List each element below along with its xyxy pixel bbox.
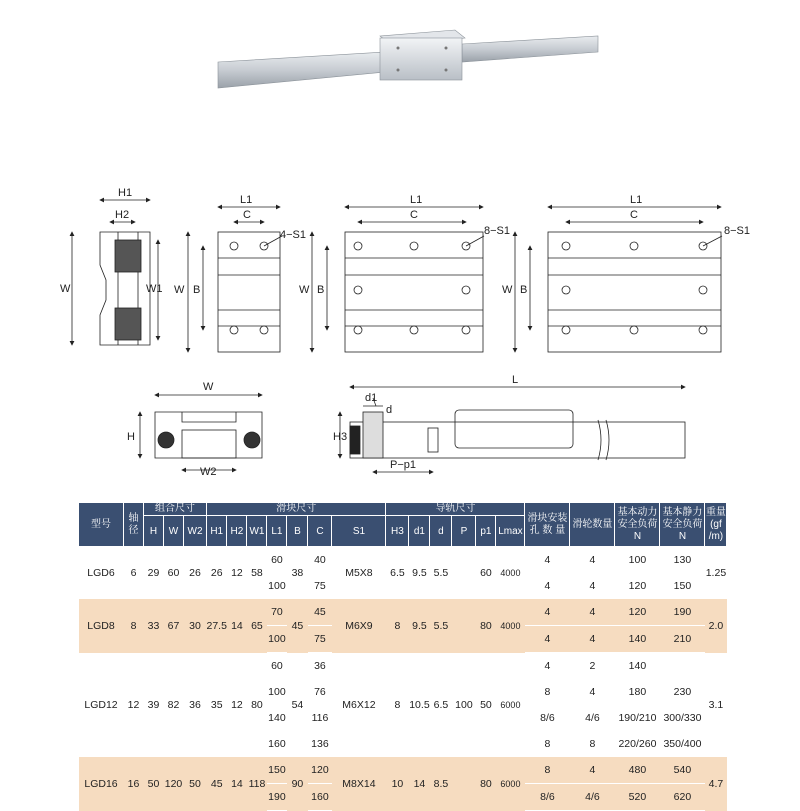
cell-w2: 50 xyxy=(184,757,207,811)
cell-l1: 100 xyxy=(268,686,286,698)
cell-s1: M8X14 xyxy=(332,757,386,811)
cell-weight: 2.0 xyxy=(705,599,727,653)
cell-h: 29 xyxy=(147,567,160,579)
label-w-section: W xyxy=(203,381,214,393)
cell-dynamic-load: 140 xyxy=(615,626,660,653)
cell-d1: 10.5 xyxy=(409,698,430,711)
cell-l1: 100 xyxy=(268,580,286,592)
cell-h3: 6.5 xyxy=(390,567,405,579)
cell-lmax: 6000 xyxy=(500,699,521,710)
header-rail: 导轨尺寸 xyxy=(386,503,525,516)
header-hole-count: 滑块安装 孔 数 量 xyxy=(525,503,570,547)
subheader-cell: B xyxy=(287,516,308,547)
cell-weight: 1.25 xyxy=(705,567,727,579)
subheader-cell: d xyxy=(430,516,452,547)
cell-w2: 36 xyxy=(189,698,201,711)
cell-dynamic-load: 100 xyxy=(628,554,647,566)
cell-model: LGD6 xyxy=(87,567,115,579)
cell-lmax: 4000 xyxy=(496,599,525,653)
cell-c: 160 xyxy=(308,784,332,811)
label-w-medium: W xyxy=(299,284,310,296)
cell-static-load: 190 xyxy=(660,599,705,626)
cell-axle: 6 xyxy=(130,567,137,579)
cell-h: 39 xyxy=(147,698,160,711)
cell-static-load: 350/400 xyxy=(663,738,702,750)
cell-hole-count: 8/6 xyxy=(525,784,570,811)
cell-axle: 8 xyxy=(124,599,144,653)
table-header-row xyxy=(79,503,727,516)
cell-d1: 9.5 xyxy=(412,567,427,579)
cell-c: 120 xyxy=(308,757,332,784)
cell-h3: 8 xyxy=(386,599,409,653)
label-h-section: H xyxy=(127,431,135,443)
cell-static-load: 540 xyxy=(660,757,705,784)
label-h2: H2 xyxy=(115,209,130,221)
cell-c: 36 xyxy=(314,660,326,672)
cell-p: 100 xyxy=(455,698,473,711)
header-model: 型号 xyxy=(79,503,124,547)
header-axle: 轴 径 xyxy=(124,503,144,547)
subheader-cell: W2 xyxy=(184,516,207,547)
cell-static-load: 150 xyxy=(673,580,692,592)
label-d1: d1 xyxy=(365,392,378,404)
cell-model: LGD12 xyxy=(84,698,118,711)
cell-hole-count: 8/6 xyxy=(540,712,555,724)
cell-wheel-count: 4/6 xyxy=(570,784,615,811)
label-l1-small: L1 xyxy=(240,194,253,206)
cell-l1: 160 xyxy=(268,738,286,750)
cell-hole-count: 4 xyxy=(544,554,551,566)
cell-d1: 9.5 xyxy=(409,599,430,653)
subheader-cell: W1 xyxy=(247,516,267,547)
cell-c: 75 xyxy=(308,626,332,653)
label-l: L xyxy=(512,374,519,386)
cell-w: 120 xyxy=(164,757,184,811)
cell-c: 116 xyxy=(311,712,329,724)
cell-dynamic-load: 520 xyxy=(615,784,660,811)
cell-p xyxy=(452,547,476,600)
cell-w2: 30 xyxy=(184,599,207,653)
cell-b: 45 xyxy=(287,599,308,653)
subheader-cell: H3 xyxy=(386,516,409,547)
cell-w: 82 xyxy=(167,698,180,711)
cell-b: 38 xyxy=(291,567,304,579)
cell-static-load xyxy=(660,653,705,680)
cell-weight: 3.1 xyxy=(708,698,724,711)
cell-h1: 35 xyxy=(210,698,223,711)
cross-section-drawing xyxy=(140,395,262,470)
cell-p1: 60 xyxy=(480,567,492,579)
subheader-cell: H2 xyxy=(227,516,247,547)
cell-wheel-count: 4 xyxy=(570,626,615,653)
cell-static-load: 210 xyxy=(660,626,705,653)
cell-w1: 58 xyxy=(251,567,263,579)
cell-hole-count: 4 xyxy=(525,626,570,653)
header-static-load: 基本静力 安全负荷 N xyxy=(660,503,705,547)
cell-p1: 80 xyxy=(476,599,496,653)
cell-p1: 80 xyxy=(476,757,496,811)
label-w1: W1 xyxy=(146,283,163,295)
subheader-cell: Lmax xyxy=(496,516,525,547)
label-c-medium: C xyxy=(410,209,418,221)
header-dynamic-load: 基本动力 安全负荷 N xyxy=(615,503,660,547)
cell-wheel-count: 4 xyxy=(589,686,596,698)
cell-p xyxy=(452,599,476,653)
cell-c: 40 xyxy=(314,554,326,566)
cell-hole-count: 4 xyxy=(544,660,551,672)
cell-wheel-count: 8 xyxy=(589,738,596,750)
header-block: 滑块尺寸 xyxy=(207,503,386,516)
cell-wheel-count: 4/6 xyxy=(585,712,600,724)
cell-b: 90 xyxy=(287,757,308,811)
cell-s1: M6X12 xyxy=(342,698,376,711)
label-b-small: B xyxy=(193,284,201,296)
label-l1-large: L1 xyxy=(630,194,643,206)
cell-d1: 14 xyxy=(409,757,430,811)
cell-d: 8.5 xyxy=(430,757,452,811)
subheader-cell: C xyxy=(308,516,332,547)
cell-wheel-count: 4 xyxy=(589,554,596,566)
subheader-cell: L1 xyxy=(267,516,287,547)
spec-table xyxy=(78,502,727,811)
label-c-large: C xyxy=(630,209,638,221)
cell-l1: 60 xyxy=(271,660,283,672)
cell-w: 67 xyxy=(164,599,184,653)
cell-h3: 8 xyxy=(394,698,401,711)
cell-dynamic-load: 120 xyxy=(628,580,647,592)
cell-static-load: 300/330 xyxy=(663,712,702,724)
cell-l1: 70 xyxy=(267,599,287,626)
cell-p1: 50 xyxy=(480,698,492,711)
label-w-large: W xyxy=(502,284,513,296)
cell-static-load: 130 xyxy=(673,554,692,566)
label-b-medium: B xyxy=(317,284,325,296)
subheader-cell: d1 xyxy=(409,516,430,547)
label-b-large: B xyxy=(520,284,528,296)
cell-hole-count: 4 xyxy=(525,599,570,626)
subheader-cell: p1 xyxy=(476,516,496,547)
block-top-view-medium xyxy=(312,207,484,352)
cell-hole-count: 8 xyxy=(544,738,551,750)
cell-wheel-count: 4 xyxy=(570,599,615,626)
label-8-s1-large: 8−S1 xyxy=(724,225,750,237)
cell-c: 45 xyxy=(308,599,332,626)
cell-l1: 60 xyxy=(271,554,283,566)
cell-h: 50 xyxy=(144,757,164,811)
cell-h2: 14 xyxy=(227,757,247,811)
cell-w2: 26 xyxy=(189,567,201,579)
cell-model: LGD16 xyxy=(79,757,124,811)
cell-w1: 65 xyxy=(247,599,267,653)
label-h3: H3 xyxy=(333,431,348,443)
cell-l1: 140 xyxy=(268,712,286,724)
table-row xyxy=(79,653,727,680)
header-weight: 重量 (gf /m) xyxy=(705,503,727,547)
cell-s1: M5X8 xyxy=(345,567,373,579)
cell-d: 5.5 xyxy=(430,599,452,653)
cell-d: 6.5 xyxy=(433,698,449,711)
label-d: d xyxy=(386,404,393,416)
label-w2-section: W2 xyxy=(200,466,217,478)
label-l1-medium: L1 xyxy=(410,194,423,206)
cell-h2: 12 xyxy=(231,698,243,711)
cell-w: 60 xyxy=(167,567,180,579)
label-w: W xyxy=(60,283,71,295)
subheader-cell: H1 xyxy=(207,516,227,547)
cell-p xyxy=(452,757,476,811)
cell-wheel-count: 2 xyxy=(589,660,596,672)
cell-dynamic-load: 140 xyxy=(628,660,647,672)
cell-c: 75 xyxy=(314,580,326,592)
label-c-small: C xyxy=(243,209,251,221)
cell-h2: 14 xyxy=(227,599,247,653)
cell-dynamic-load: 120 xyxy=(615,599,660,626)
cell-l1: 150 xyxy=(267,757,287,784)
end-view-drawing xyxy=(72,200,158,345)
cell-lmax: 6000 xyxy=(496,757,525,811)
header-combined: 组合尺寸 xyxy=(144,503,207,516)
cell-axle: 12 xyxy=(127,698,140,711)
cell-h1: 27.5 xyxy=(207,599,227,653)
cell-l1: 190 xyxy=(267,784,287,811)
table-row xyxy=(79,757,727,784)
subheader-cell: H xyxy=(144,516,164,547)
label-h1: H1 xyxy=(118,187,133,199)
label-4-s1: 4−S1 xyxy=(280,229,306,241)
cell-w1: 80 xyxy=(251,698,263,711)
product-photo xyxy=(218,30,598,88)
cell-dynamic-load: 180 xyxy=(628,686,647,698)
cell-axle: 16 xyxy=(124,757,144,811)
cell-weight: 4.7 xyxy=(705,757,727,811)
cell-c: 76 xyxy=(314,686,326,698)
cell-w1: 118 xyxy=(247,757,267,811)
label-8-s1-medium: 8−S1 xyxy=(484,225,510,237)
cell-wheel-count: 4 xyxy=(570,757,615,784)
cell-h1: 45 xyxy=(207,757,227,811)
cell-dynamic-load: 220/260 xyxy=(618,738,657,750)
cell-static-load: 620 xyxy=(660,784,705,811)
header-wheel-count: 滑轮数量 xyxy=(570,503,615,547)
block-top-view-small xyxy=(188,207,282,352)
cell-wheel-count: 4 xyxy=(589,580,596,592)
subheader-cell: W xyxy=(164,516,184,547)
cell-s1: M6X9 xyxy=(332,599,386,653)
cell-static-load: 230 xyxy=(673,686,692,698)
cell-hole-count: 4 xyxy=(544,580,551,592)
cell-d: 5.5 xyxy=(433,567,449,579)
label-p-p1: P−p1 xyxy=(390,459,416,471)
cell-h3: 10 xyxy=(386,757,409,811)
label-w-small: W xyxy=(174,284,185,296)
subheader-cell: S1 xyxy=(332,516,386,547)
cell-l1: 100 xyxy=(267,626,287,653)
cell-dynamic-load: 480 xyxy=(615,757,660,784)
cell-h1: 26 xyxy=(210,567,223,579)
cell-lmax: 4000 xyxy=(500,568,521,578)
cell-h2: 12 xyxy=(231,567,243,579)
block-top-view-large xyxy=(515,207,722,352)
cell-hole-count: 8 xyxy=(525,757,570,784)
cell-hole-count: 8 xyxy=(544,686,551,698)
subheader-cell: P xyxy=(452,516,476,547)
cell-h: 33 xyxy=(144,599,164,653)
table-row xyxy=(79,547,727,574)
cell-c: 136 xyxy=(311,738,329,750)
cell-dynamic-load: 190/210 xyxy=(618,712,657,724)
cell-model: LGD8 xyxy=(79,599,124,653)
table-row xyxy=(79,599,727,626)
cell-b: 54 xyxy=(291,698,304,711)
